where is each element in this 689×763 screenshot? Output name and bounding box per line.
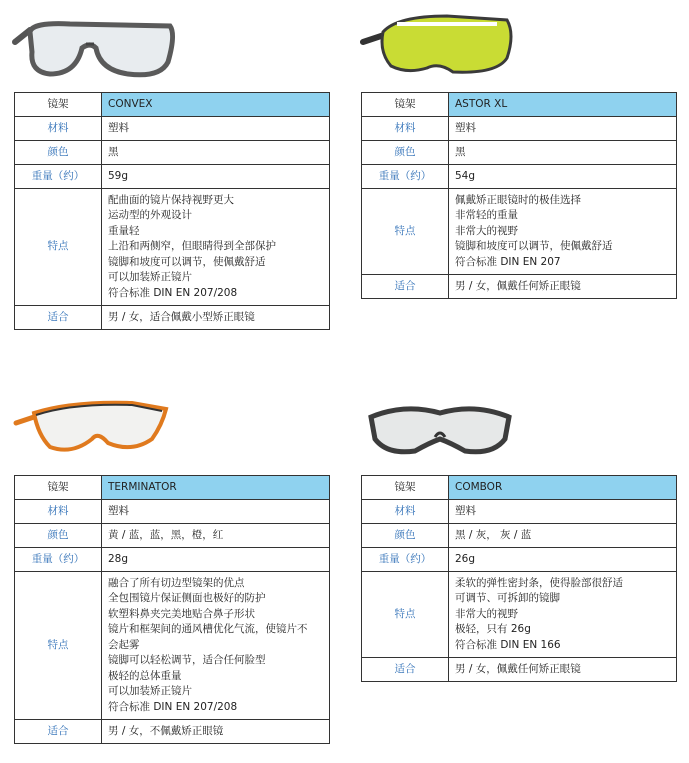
fit-label: 适合	[362, 658, 449, 682]
frame-label: 镜架	[362, 476, 449, 500]
weight-value: 26g	[449, 548, 677, 572]
product-terminator	[0, 385, 345, 763]
feature-line: 软塑料鼻夹完美地贴合鼻子形状	[108, 607, 255, 620]
features-label: 特点	[362, 189, 449, 275]
feature-line: 可以加装矫正镜片	[108, 685, 192, 698]
weight-label: 重量（约）	[15, 165, 102, 189]
material-label: 材料	[15, 117, 102, 141]
material-label: 材料	[362, 500, 449, 524]
terminator-spec-table	[14, 475, 330, 744]
material-label: 材料	[362, 117, 449, 141]
color-label: 颜色	[362, 141, 449, 165]
material-value: 塑料	[102, 117, 330, 141]
material-value: 塑料	[102, 500, 330, 524]
color-label: 颜色	[15, 141, 102, 165]
material-value: 塑料	[449, 117, 677, 141]
fit-value: 男 / 女，佩戴任何矫正眼镜	[449, 658, 677, 682]
color-value: 黑 / 灰， 灰 / 蓝	[449, 524, 677, 548]
feature-line: 可以加装矫正镜片	[108, 271, 192, 284]
feature-line: 重量轻	[108, 224, 140, 237]
frame-label: 镜架	[15, 93, 102, 117]
model-name: ASTOR XL	[449, 93, 677, 117]
features-list	[102, 572, 330, 720]
model-name: CONVEX	[102, 93, 330, 117]
feature-line: 会起雾	[108, 638, 140, 651]
feature-line: 非常轻的重量	[455, 209, 518, 222]
feature-line: 符合标准 DIN EN 166	[455, 638, 561, 651]
convex-spec-table	[14, 92, 330, 330]
feature-line: 镜脚和坡度可以调节，使佩戴舒适	[108, 255, 266, 268]
fit-value: 男 / 女，不佩戴矫正眼镜	[102, 720, 330, 744]
combor-spec-table	[361, 475, 677, 682]
material-value: 塑料	[449, 500, 677, 524]
fit-label: 适合	[15, 720, 102, 744]
feature-line: 全包围镜片保证侧面也极好的防护	[108, 592, 266, 605]
feature-line: 镜片和框架间的通风槽优化气流，使镜片不	[108, 623, 308, 636]
color-label: 颜色	[362, 524, 449, 548]
product-convex	[0, 0, 345, 340]
feature-line: 融合了所有切边型镜架的优点	[108, 576, 245, 589]
feature-line: 运动型的外观设计	[108, 209, 192, 222]
product-combor	[345, 385, 689, 763]
feature-line: 符合标准 DIN EN 207/208	[108, 286, 238, 299]
weight-value: 59g	[102, 165, 330, 189]
frame-label: 镜架	[15, 476, 102, 500]
product-astor-xl	[345, 0, 689, 340]
astor-xl-spec-table	[361, 92, 677, 299]
fit-label: 适合	[362, 275, 449, 299]
color-value: 黑	[449, 141, 677, 165]
color-label: 颜色	[15, 524, 102, 548]
feature-line: 柔软的弹性密封条，使得脸部很舒适	[455, 576, 623, 589]
model-name: TERMINATOR	[102, 476, 330, 500]
feature-line: 符合标准 DIN EN 207	[455, 255, 561, 268]
terminator-glasses-image	[12, 395, 172, 460]
model-name: COMBOR	[449, 476, 677, 500]
feature-line: 极轻的总体重量	[108, 669, 182, 682]
astor-xl-glasses-image	[357, 10, 517, 80]
fit-label: 适合	[15, 306, 102, 330]
fit-value: 男 / 女，适合佩戴小型矫正眼镜	[102, 306, 330, 330]
feature-line: 镜脚可以轻松调节，适合任何脸型	[108, 654, 266, 667]
frame-label: 镜架	[362, 93, 449, 117]
material-label: 材料	[15, 500, 102, 524]
feature-line: 可调节、可拆卸的镜脚	[455, 592, 560, 605]
feature-line: 符合标准 DIN EN 207/208	[108, 700, 238, 713]
color-value: 黄 / 蓝，蓝，黑，橙，红	[102, 524, 330, 548]
color-value: 黑	[102, 141, 330, 165]
features-label: 特点	[15, 572, 102, 720]
features-label: 特点	[362, 572, 449, 658]
weight-label: 重量（约）	[362, 165, 449, 189]
feature-line: 非常大的视野	[455, 607, 518, 620]
feature-line: 非常大的视野	[455, 224, 518, 237]
feature-line: 镜脚和坡度可以调节，使佩戴舒适	[455, 240, 613, 253]
features-list	[102, 189, 330, 306]
weight-value: 28g	[102, 548, 330, 572]
weight-label: 重量（约）	[362, 548, 449, 572]
weight-value: 54g	[449, 165, 677, 189]
convex-glasses-image	[10, 12, 180, 82]
weight-label: 重量（约）	[15, 548, 102, 572]
feature-line: 配曲面的镜片保持视野更大	[108, 193, 234, 206]
features-list	[449, 189, 677, 275]
features-label: 特点	[15, 189, 102, 306]
feature-line: 上沿和两侧窄，但眼睛得到全部保护	[108, 240, 276, 253]
feature-line: 极轻，只有 26g	[455, 623, 531, 636]
feature-line: 佩戴矫正眼镜时的极佳选择	[455, 193, 581, 206]
fit-value: 男 / 女，佩戴任何矫正眼镜	[449, 275, 677, 299]
combor-glasses-image	[365, 399, 515, 459]
features-list	[449, 572, 677, 658]
